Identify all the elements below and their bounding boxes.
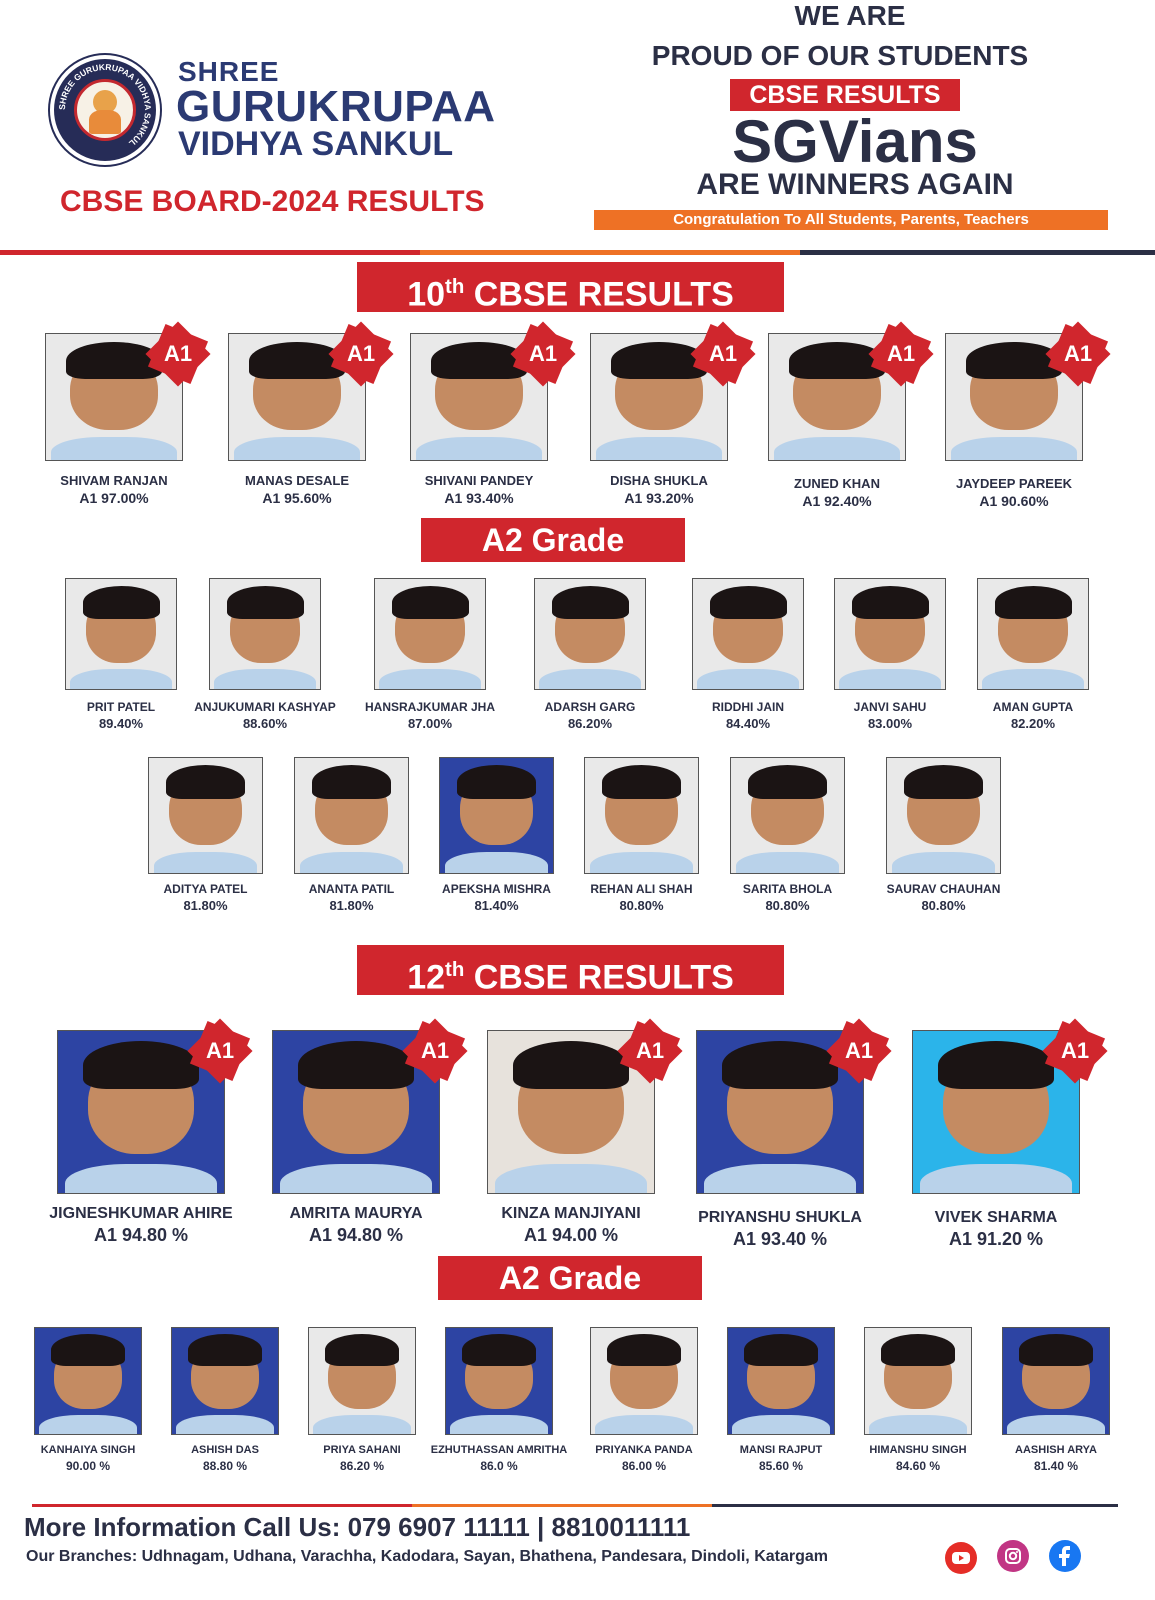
tenth-title-rest: CBSE RESULTS: [464, 275, 734, 314]
student-score: A1 94.00 %: [523, 1225, 619, 1245]
student-photo: [209, 578, 321, 690]
a1-badge-icon: [700, 331, 746, 377]
student-score: 80.80%: [619, 898, 664, 913]
student-name: MANSI RAJPUT: [739, 1444, 823, 1456]
winners-text: ARE WINNERS AGAIN: [696, 168, 1014, 201]
tenth-a2-title: A2 Grade: [421, 518, 685, 562]
instagram-icon[interactable]: [997, 1540, 1029, 1572]
a1-badge-label: A1: [708, 341, 738, 366]
student-name: SARITA BHOLA: [742, 882, 833, 896]
student-score: 84.60 %: [895, 1459, 941, 1473]
divider-red: [0, 250, 420, 255]
student-score: A1 93.40 %: [732, 1229, 828, 1249]
student-name: SAURAV CHAUHAN: [886, 882, 1001, 896]
student-name: MANAS DESALE: [244, 473, 349, 488]
a1-badge-icon: [627, 1028, 673, 1074]
sgvians-title: SGVians: [732, 108, 978, 175]
student-name: EZHUTHASSAN AMRITHA: [430, 1444, 568, 1456]
student-photo: [864, 1327, 972, 1435]
twelfth-results-title: [357, 945, 784, 995]
student-score: 84.40%: [725, 716, 771, 731]
a1-badge-icon: [197, 1028, 243, 1074]
school-name-line3: VIDHYA SANKUL: [178, 125, 454, 163]
student-score: A1 90.60%: [979, 493, 1049, 509]
student-name: ANANTA PATIL: [308, 882, 395, 896]
student-photo: [439, 757, 554, 874]
facebook-icon[interactable]: [1049, 1540, 1081, 1572]
student-photo: [584, 757, 699, 874]
student-score: A1 92.40%: [802, 493, 872, 509]
student-score: A1 91.20 %: [948, 1229, 1044, 1249]
branches-list: Our Branches: Udhnagam, Udhana, Varachha, Kadodara, Sayan, Bhathena, Pandesara, Dindoli, Katargam: [26, 1548, 828, 1565]
youtube-icon[interactable]: [945, 1542, 977, 1574]
tenth-results-title: [357, 262, 784, 312]
student-score: 85.60 %: [758, 1459, 804, 1473]
student-score: A1 93.40%: [444, 490, 514, 506]
student-score: 86.00 %: [621, 1459, 667, 1473]
student-photo: [730, 757, 845, 874]
student-photo: [171, 1327, 279, 1435]
student-photo: [1002, 1327, 1110, 1435]
student-name: RIDDHI JAIN: [711, 700, 784, 714]
student-name: PRIYANSHU SHUKLA: [698, 1209, 862, 1226]
student-name: KINZA MANJIYANI: [501, 1205, 641, 1222]
school-name-line2: GURUKRUPAA: [176, 82, 496, 131]
tenth-title-num: 10: [407, 275, 446, 314]
student-score: A1 97.00%: [79, 490, 149, 506]
student-name: ADITYA PATEL: [163, 882, 248, 896]
a1-badge-icon: [520, 331, 566, 377]
board-results-heading: CBSE BOARD-2024 RESULTS: [60, 185, 485, 218]
student-score: 81.40 %: [1033, 1459, 1079, 1473]
student-photo: [148, 757, 263, 874]
a1-badge-icon: [878, 331, 924, 377]
student-score: 80.80%: [921, 898, 966, 913]
contact-info: More Information Call Us: 079 6907 11111 | 8810011111: [24, 1512, 691, 1542]
student-name: AASHISH ARYA: [1015, 1444, 1097, 1456]
proud-text: PROUD OF OUR STUDENTS: [651, 40, 1029, 71]
student-score: 88.60%: [242, 716, 288, 731]
student-photo: [308, 1327, 416, 1435]
logo-emblem: [74, 79, 136, 141]
student-name: PRIYANKA PANDA: [595, 1444, 693, 1456]
student-name: KANHAIYA SINGH: [40, 1444, 136, 1456]
student-name: ZUNED KHAN: [794, 476, 880, 491]
student-score: 88.80 %: [202, 1459, 248, 1473]
a1-badge-icon: [836, 1028, 882, 1074]
a1-badge-label: A1: [528, 341, 558, 366]
student-score: 89.40%: [98, 716, 144, 731]
student-name: PRIYA SAHANI: [323, 1444, 401, 1456]
cbse-results-badge: CBSE RESULTS: [730, 79, 960, 111]
student-photo: [886, 757, 1001, 874]
student-name: ASHISH DAS: [191, 1444, 259, 1456]
student-name: ADARSH GARG: [544, 700, 636, 714]
student-name: DISHA SHUKLA: [610, 473, 708, 488]
student-photo: [534, 578, 646, 690]
a1-badge-icon: [338, 331, 384, 377]
twelfth-title-sup: th: [445, 959, 465, 981]
school-logo: [50, 55, 160, 165]
student-name: SHIVAM RANJAN: [60, 473, 168, 488]
divider-orange: [420, 250, 800, 255]
student-name: JAYDEEP PAREEK: [955, 476, 1073, 491]
student-score: 90.00 %: [65, 1459, 111, 1473]
twelfth-title-rest: CBSE RESULTS: [464, 958, 734, 997]
student-score: 81.40%: [474, 898, 519, 913]
a1-badge-icon: [1052, 1028, 1098, 1074]
a1-badge-label: A1: [886, 341, 916, 366]
student-name: JANVI SAHU: [853, 700, 927, 714]
footer-rule-navy: [712, 1504, 1118, 1507]
student-name: HANSRAJKUMAR JHA: [364, 700, 495, 714]
twelfth-a2-title: A2 Grade: [438, 1256, 702, 1300]
student-name: AMAN GUPTA: [992, 700, 1074, 714]
student-score: 87.00%: [407, 716, 453, 731]
we-are-text: WE ARE: [794, 0, 906, 31]
school-name-line1: SHREE: [178, 56, 280, 87]
student-score: 81.80%: [183, 898, 228, 913]
student-photo: [374, 578, 486, 690]
student-score: A1 94.80 %: [93, 1225, 189, 1245]
student-score: 86.20 %: [339, 1459, 385, 1473]
student-score: 86.0 %: [480, 1459, 518, 1473]
student-photo: [294, 757, 409, 874]
tenth-title-sup: th: [445, 276, 465, 298]
congrats-banner: Congratulation To All Students, Parents, Teachers: [594, 210, 1108, 230]
a1-badge-label: A1: [1060, 1038, 1090, 1063]
student-name: PRIT PATEL: [86, 700, 156, 714]
a1-badge-label: A1: [346, 341, 376, 366]
student-name: SHIVANI PANDEY: [424, 473, 534, 488]
twelfth-title-num: 12: [407, 958, 446, 997]
a1-badge-label: A1: [205, 1038, 235, 1063]
footer-rule-red: [32, 1504, 412, 1507]
student-photo: [834, 578, 946, 690]
student-photo: [590, 1327, 698, 1435]
student-name: ANJUKUMARI KASHYAP: [194, 700, 336, 714]
student-score: 81.80%: [329, 898, 374, 913]
a1-badge-icon: [155, 331, 201, 377]
student-score: A1 95.60%: [262, 490, 332, 506]
student-name: REHAN ALI SHAH: [590, 882, 693, 896]
a1-badge-icon: [1055, 331, 1101, 377]
student-name: APEKSHA MISHRA: [442, 882, 551, 896]
student-photo: [977, 578, 1089, 690]
student-name: JIGNESHKUMAR AHIRE: [49, 1205, 233, 1222]
student-score: 80.80%: [765, 898, 810, 913]
student-photo: [445, 1327, 553, 1435]
student-photo: [65, 578, 177, 690]
student-score: 82.20%: [1010, 716, 1056, 731]
student-name: VIVEK SHARMA: [934, 1209, 1058, 1226]
student-name: HIMANSHU SINGH: [869, 1444, 967, 1456]
a1-badge-label: A1: [420, 1038, 450, 1063]
student-score: 86.20%: [567, 716, 613, 731]
student-score: A1 94.80 %: [308, 1225, 404, 1245]
a1-badge-icon: [412, 1028, 458, 1074]
a1-badge-label: A1: [163, 341, 193, 366]
a1-badge-label: A1: [844, 1038, 874, 1063]
student-score: 83.00%: [867, 716, 913, 731]
student-photo: [34, 1327, 142, 1435]
student-score: A1 93.20%: [624, 490, 694, 506]
a1-badge-label: A1: [635, 1038, 665, 1063]
student-photo: [727, 1327, 835, 1435]
student-name: AMRITA MAURYA: [289, 1205, 423, 1222]
logo-ring-text: SHREE GURUKRUPAA VIDHYA SANKUL: [56, 61, 154, 149]
student-photo: [692, 578, 804, 690]
footer-rule-orange: [412, 1504, 712, 1507]
divider-navy: [800, 250, 1155, 255]
a1-badge-label: A1: [1063, 341, 1093, 366]
